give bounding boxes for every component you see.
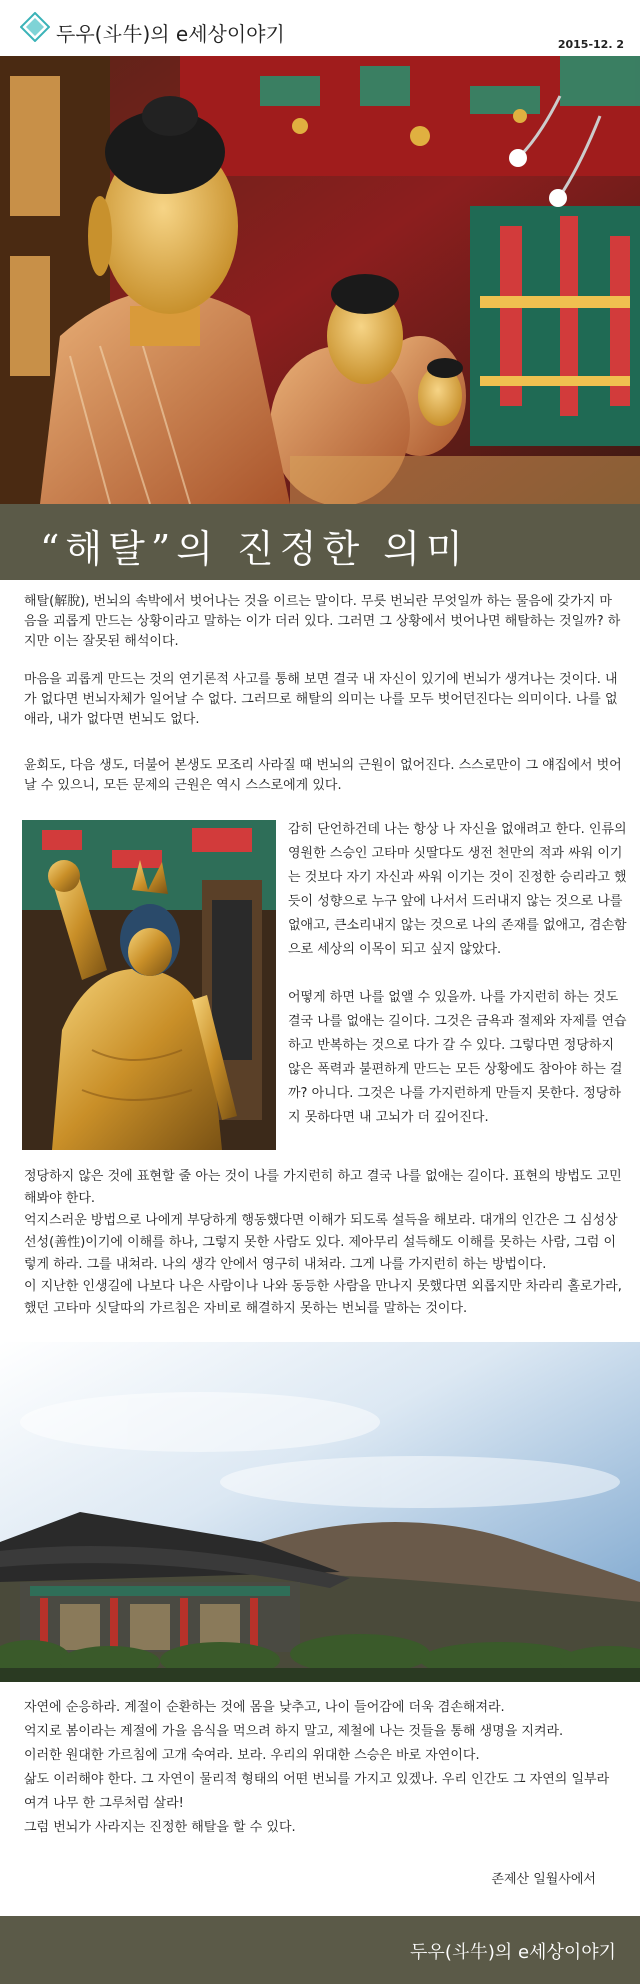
closing-line-3: 이러한 원대한 가르침에 고개 숙여라. 보라. 우리의 위대한 스승은 바로 자연이다. [24, 1748, 480, 1763]
hero-image-buddha-statues [0, 56, 640, 504]
paragraph-text: 윤회도, 다음 생도, 더불어 본생도 모조리 사라질 때 번뇌의 근원이 없어진다. 스스로만이 그 얘집에서 벗어날 수 있으니, 모든 문제의 근원은 역시 스스로에게 있다. [24, 758, 622, 793]
side-text-block [288, 818, 628, 1130]
intro-paragraph-3 [24, 756, 624, 796]
site-title[interactable]: 두우(斗牛)의 e세상이야기 [56, 22, 285, 46]
footer-site-title[interactable]: 두우(斗牛)의 e세상이야기 [410, 1942, 616, 1963]
temple-image [0, 1342, 640, 1682]
after-paragraph-3: 이 지난한 인생길에 나보다 나은 사람이나 나와 동등한 사람을 만나지 못했다면 외롭지만 차라리 홀로가라, 했던 고타마 싯달따의 가르침은 자비로 해결하지 못하는 번뇌를 말하는 것이다. [24, 1279, 622, 1316]
intro-paragraph-1 [24, 592, 624, 652]
after-paragraph-2: 억지스러운 방법으로 나에게 부당하게 행동했다면 이해가 되도록 설득을 해보라. 대개의 인간은 그 심성상 선성(善性)이기에 이해를 하나, 그렇지 못한 사람도 있다. 제아무리 설득해도 이해를 못하는 사람, 그럼 이렇게 하라. 그를 내쳐라. 나의 생각 안에서 영구히 내쳐라. 그게 나를 가지런히 하는 방법이다. [24, 1213, 618, 1272]
footer [0, 1916, 640, 1984]
closing-line-1: 자연에 순응하라. 계절이 순환하는 것에 몸을 낮추고, 나이 들어감에 더욱 겸손해져라. [24, 1700, 505, 1715]
closing-line-4: 삶도 이러해야 한다. 그 자연이 물리적 형태의 어떤 번뇌를 가지고 있겠나. 우리 인간도 그 자연의 일부라 여겨 나무 한 그루처럼 살라! [24, 1772, 610, 1811]
header [0, 0, 640, 56]
after-text-block [24, 1166, 624, 1320]
intro-paragraph-2 [24, 670, 624, 730]
closing-line-2: 억지로 봄이라는 계절에 가을 음식을 먹으려 하지 말고, 제철에 나는 것들을 통해 생명을 지켜라. [24, 1724, 564, 1739]
paragraph-text: 마음을 괴롭게 만드는 것의 연기론적 사고를 통해 보면 결국 내 자신이 있기에 번뇌가 생겨나는 것이다. 내가 없다면 번뇌자체가 일어날 수 없다. 그러므로 해탈의 의미는 나를 모두 벗어던진다는 의미이다. 나를 없애라, 내가 없다면 번뇌도 없다. [24, 672, 618, 727]
signature: 존제산 일월사에서 [491, 1872, 596, 1887]
guardian-statue-image [22, 820, 276, 1150]
article-title: “해탈”의 진정한 의미 [40, 527, 469, 571]
side-paragraph-1: 감히 단언하건데 나는 항상 나 자신을 없애려고 한다. 인류의 영원한 스승인 고타마 싯딸다도 생전 천만의 적과 싸워 이기는 것보다 자기 자신과 싸워 이기는 것이 진정한 승리라고 했듯이 성향으로 누구 앞에 나서서 드러내지 않는 것으로 나를 없애고, 큰소리내지 않는 것으로 나의 존재를 없애고, 겸손함으로 세상의 이목이 되고 싶지 않았다. [288, 822, 627, 957]
diamond-logo-icon [20, 12, 50, 42]
after-paragraph-1: 정당하지 않은 것에 표현할 줄 아는 것이 나를 가지런히 하고 결국 나를 없애는 길이다. 표현의 방법도 고민해봐야 한다. [24, 1169, 622, 1206]
side-paragraph-2: 어떻게 하면 나를 없앨 수 있을까. 나를 가지런히 하는 것도 결국 나를 없애는 길이다. 그것은 금욕과 절제와 자제를 연습하고 반복하는 것으로 다가 갈 수 있다. 그렇다면 정당하지 않은 폭력과 불편하게 만드는 모든 상황에도 참아야 하는 걸까? 아니다. 그것은 나를 가지런하게 만들지 못한다. 정당하지 못하다면 내 고뇌가 더 깊어진다. [288, 990, 627, 1125]
paragraph-text: 해탈(解脫), 번뇌의 속박에서 벗어나는 것을 이르는 말이다. 무릇 번뇌란 무엇일까 하는 물음에 갖가지 마음을 괴롭게 만드는 상황이라고 말하는 이가 더러 있다. 그러면 그 상황에서 벗어나면 해탈하는 것일까? 하지만 이는 잘못된 해석이다. [24, 594, 621, 649]
post-date: 2015-12. 2 [557, 38, 624, 51]
title-band [0, 504, 640, 580]
closing-text-block [24, 1696, 624, 1840]
closing-line-5: 그럼 번뇌가 사라지는 진정한 해탈을 할 수 있다. [24, 1820, 296, 1835]
